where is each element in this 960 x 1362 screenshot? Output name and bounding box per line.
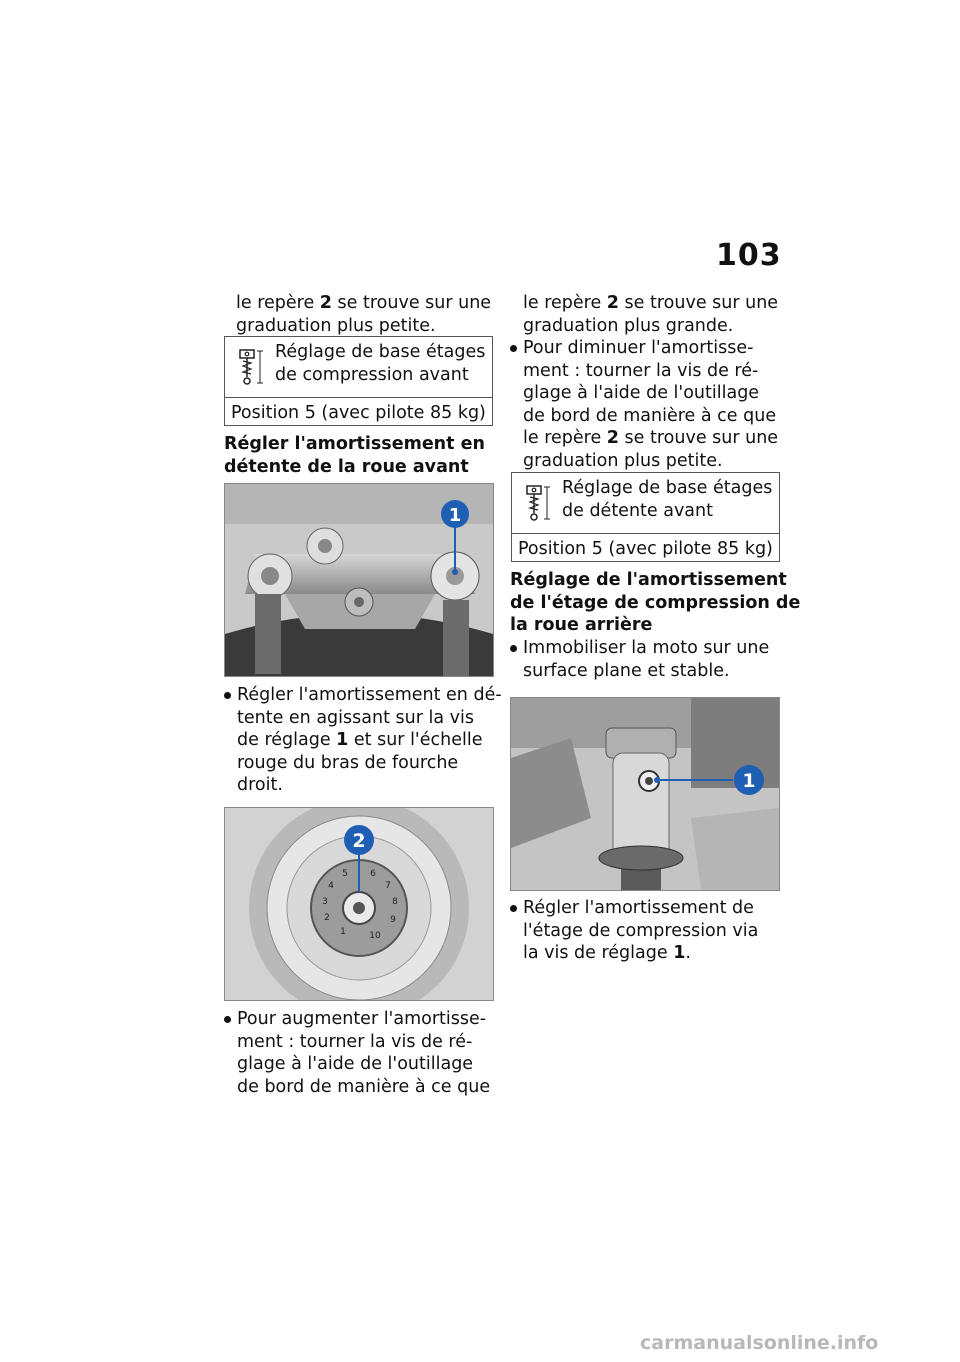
dial-number: 4 xyxy=(328,881,334,891)
right-intro-text: le repère 2 se trouve sur une graduation plus grande. xyxy=(523,293,779,336)
section-heading-compression-rear: Réglage de l'amortissement de l'étage de compression de la roue arrière xyxy=(510,570,801,635)
dial-number: 7 xyxy=(385,881,391,891)
callout-1-rear: 1 xyxy=(742,770,756,792)
bullet-rebound-adjust: Régler l'amortissement en dé- tente en agissant sur la vis de réglage 1 et sur l'échelle rouge du bras de fourche droit. xyxy=(224,684,499,797)
spec-label: Réglage de base étages de compression avant xyxy=(275,342,486,385)
bullet-increase-damping: Pour augmenter l'amortisse- ment : tourner la vis de ré- glage à l'aide de l'outillage de bord de manière à ce que xyxy=(224,1008,499,1098)
spec-value: Position 5 (avec pilote 85 kg) xyxy=(518,539,773,559)
spec-label: Réglage de base étages de détente avant xyxy=(562,478,773,521)
dial-number: 6 xyxy=(370,869,376,879)
dial-number: 2 xyxy=(324,913,330,923)
dial-number: 1 xyxy=(340,927,346,937)
dial-number: 5 xyxy=(342,869,348,879)
bullet-rear-compression-adjust: Régler l'amortissement de l'étage de compression via la vis de réglage 1. xyxy=(510,897,785,965)
page-number: 103 xyxy=(716,238,782,273)
photo-front-fork-rebound xyxy=(224,483,494,677)
shock-absorber-icon xyxy=(524,483,552,523)
dial-number: 10 xyxy=(369,931,381,941)
dial-number: 8 xyxy=(392,897,398,907)
dial-number: 3 xyxy=(322,897,328,907)
spec-value: Position 5 (avec pilote 85 kg) xyxy=(231,403,486,423)
callout-1: 1 xyxy=(448,505,462,526)
spec-box-rebound-front xyxy=(511,472,780,562)
section-heading-rebound-front: Régler l'amortissement en détente de la roue avant xyxy=(224,434,485,477)
photo-rebound-dial xyxy=(224,807,494,1001)
callout-2: 2 xyxy=(352,830,366,852)
bullet-stabilize-bike: Immobiliser la moto sur une surface plane et stable. xyxy=(510,637,785,682)
left-intro-text: le repère 2 se trouve sur une graduation plus petite. xyxy=(236,293,492,336)
dial-number: 9 xyxy=(390,915,396,925)
bullet-decrease-damping: Pour diminuer l'amortisse- ment : tourner la vis de ré- glage à l'aide de l'outillage de bord de manière à ce que le repère 2 se trouve sur une graduation plus petite. xyxy=(510,337,785,472)
shock-absorber-icon xyxy=(237,347,265,387)
spec-box-compression-front xyxy=(224,336,493,426)
watermark: carmanualsonline.info xyxy=(640,1332,879,1354)
photo-rear-shock xyxy=(510,697,780,891)
